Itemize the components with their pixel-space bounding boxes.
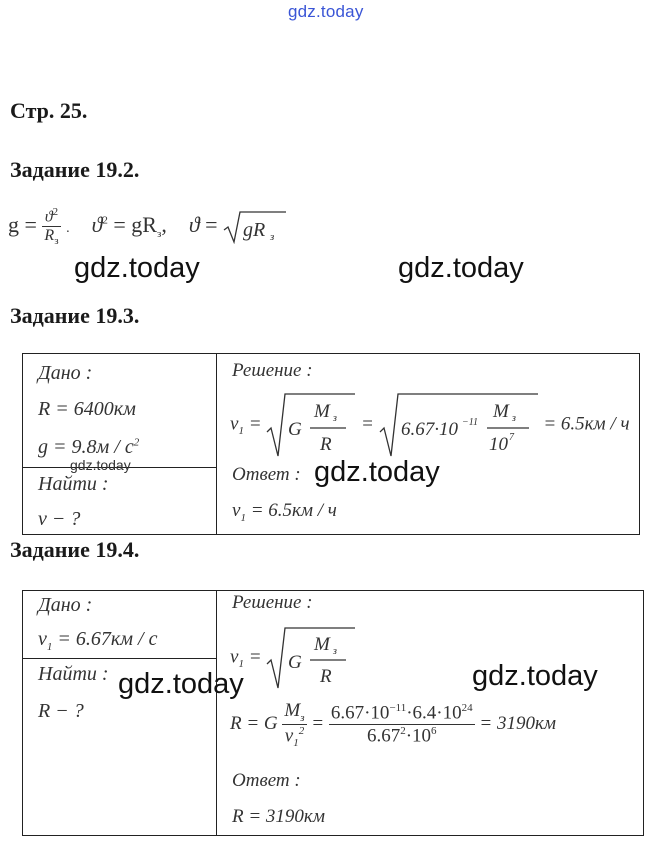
svg-text:6.67·10: 6.67·10 (400, 419, 458, 440)
page-label: Стр. 25. (10, 98, 88, 123)
given-label: Дано : (38, 362, 93, 384)
svg-text:R: R (320, 434, 332, 455)
svg-text:R: R (320, 666, 332, 687)
task-19-2-heading: Задание 19.2. (10, 157, 140, 182)
top-watermark: gdz.today (288, 2, 364, 21)
radius-formula: R = G $\frac{M_з}{v_1^2}$ = $\frac{6.67\cdot 10^{-11}\cdot 6.4\cdot 10^{24}}{6.67^2\cdot 10^6}$ = 3190км (230, 700, 556, 749)
svg-text:7: 7 (508, 432, 514, 443)
svg-text:gR: gR (243, 218, 266, 241)
answer-label: Ответ : (232, 770, 301, 791)
svg-text:G: G (288, 419, 302, 440)
watermark: gdz.today (118, 668, 244, 700)
solution-label: Решение : (232, 360, 313, 381)
svg-text:M: M (314, 634, 331, 655)
given-gravity: $g = 9.8м / с^2$ (38, 436, 140, 458)
fraction-theta-over-r: $\frac{ϑ^2}{R_з}$ (44, 206, 59, 248)
given-label: Дано : (38, 594, 93, 616)
find-label: Найти : (38, 473, 109, 495)
svg-text:10: 10 (488, 434, 508, 455)
velocity-formula: $v_1$ = G M з R = 6.67·10 −11 M з 10 7 = 6.5км / ч (230, 392, 630, 458)
find-label: Найти : (38, 663, 109, 685)
svg-text:з: з (333, 413, 338, 424)
watermark: gdz.today (472, 660, 598, 692)
watermark: gdz.today (74, 252, 200, 284)
task-19-3-heading: Задание 19.3. (10, 303, 140, 328)
given-radius: R = 6400км (38, 398, 136, 420)
watermark: gdz.today (398, 252, 524, 284)
find-value: v − ? (38, 508, 81, 530)
watermark: gdz.today (70, 457, 131, 473)
svg-text:з: з (511, 413, 516, 424)
svg-text:M: M (492, 401, 509, 422)
svg-text:−11: −11 (461, 417, 478, 428)
task-19-2-formula: g = $\frac{ϑ^2}{R_з}$ . $ϑ^2 = gR_з$, ϑ = gR з (8, 206, 287, 248)
answer-value: R = 3190км (232, 806, 325, 827)
given-velocity: $v_1 = 6.67км / с$ (38, 628, 158, 653)
svg-text:з: з (333, 646, 338, 657)
svg-text:G: G (288, 652, 302, 673)
svg-text:M: M (314, 401, 331, 422)
answer-label: Ответ : (232, 464, 301, 485)
sqrt-g-r (223, 210, 287, 244)
answer-value: $v_1 = 6.5км / ч$ (232, 500, 337, 524)
svg-text:з: з (270, 230, 275, 243)
velocity-formula: $v_1$ = G M з R (230, 626, 356, 690)
find-value: R − ? (38, 700, 84, 722)
solution-label: Решение : (232, 592, 313, 613)
watermark: gdz.today (314, 456, 440, 488)
task-19-4-heading: Задание 19.4. (10, 537, 140, 562)
